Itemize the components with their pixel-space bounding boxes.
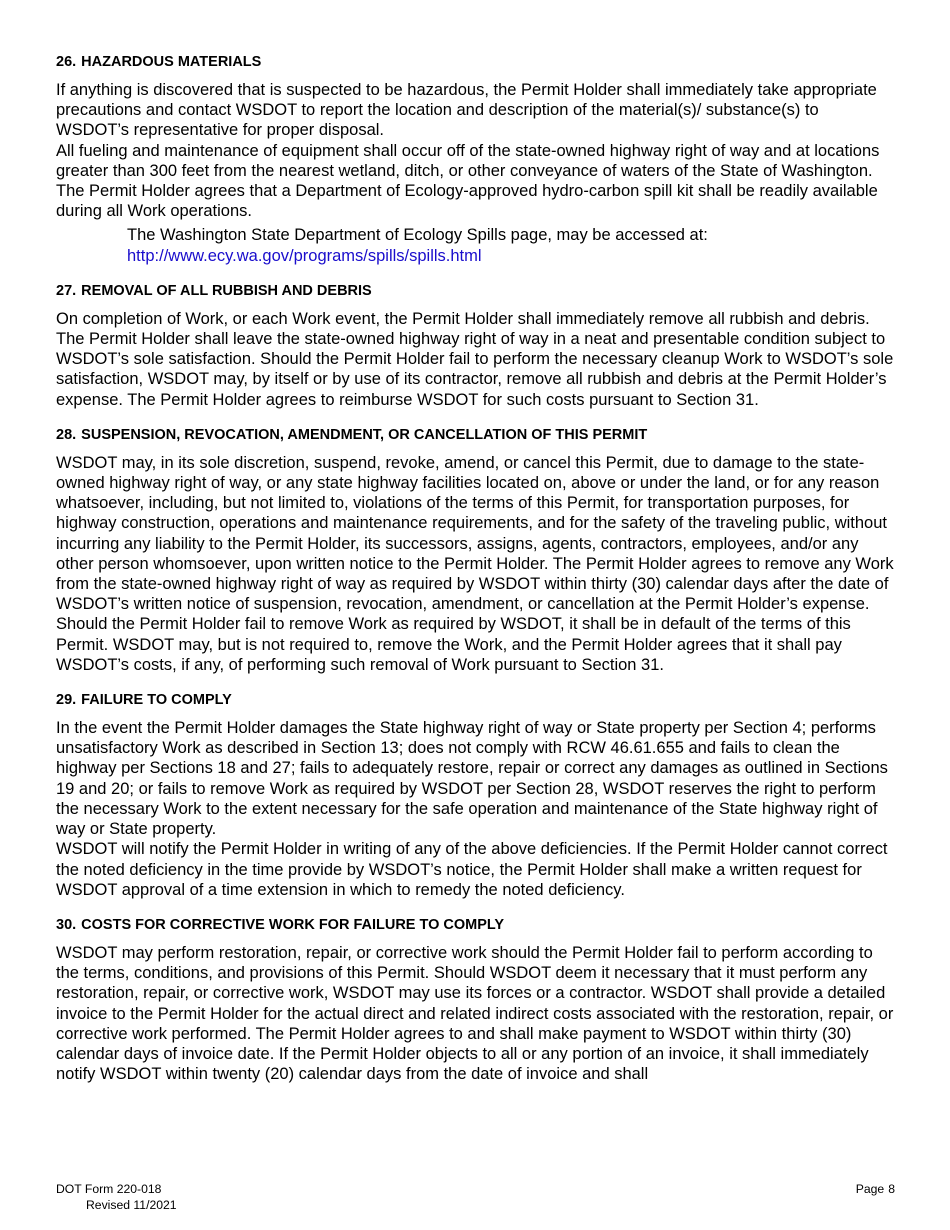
paragraph: If anything is discovered that is suspected to be hazardous, the Permit Holder shall immediately take appropriate precautions and contact WSDOT to report the location and description of the material(s)/ substance(s) to WSDOT’s representative for proper disposal. bbox=[56, 81, 877, 140]
paragraph: In the event the Permit Holder damages the State highway right of way or State property per Section 4; performs unsatisfactory Work as described in Section 13; does not comply with RCW 46.61.655 and fails to clean the highway per Sections 18 and 27; fails to adequately restore, repair or correct any damages as outlined in Sections 19 and 20; or fails to remove Work as required by WSDOT per Section 28, WSDOT reserves the right to perform the necessary Work to the extent necessary for the safe operation and maintenance of the State highway right of way or State property. bbox=[56, 719, 888, 839]
section-heading: 29. FAILURE TO COMPLY bbox=[56, 692, 232, 709]
section-26 bbox=[56, 53, 894, 266]
section-heading: 28. SUSPENSION, REVOCATION, AMENDMENT, OR CANCELLATION OF THIS PERMIT bbox=[56, 426, 648, 443]
section-heading: 30. COSTS FOR CORRECTIVE WORK FOR FAILURE TO COMPLY bbox=[56, 916, 505, 933]
paragraph: All fueling and maintenance of equipment shall occur off of the state-owned highway right of way and at locations greater than 300 feet from the nearest wetland, ditch, or other conveyance of waters of the State of Washington. bbox=[56, 141, 880, 180]
indented-note bbox=[56, 225, 894, 265]
section-29 bbox=[56, 691, 894, 900]
paragraph: WSDOT may, in its sole discretion, suspend, revoke, amend, or cancel this Permit, due to damage to the state-owned highway right of way, or any state highway facilities located on, above or under the land, or for any reason whatsoever, including, but not limited to, violations of the terms of this Permit, for transportation purposes, for highway construction, operations and maintenance requirements, and for the safety of the traveling public, without incurring any liability to the Permit Holder, its successors, assigns, agents, contractors, employees, and/or any other person whomsoever, upon written notice to the Permit Holder. The Permit Holder agrees to remove any Work from the state-owned highway right of way as required by WSDOT within thirty (30) calendar days after the date of WSDOT’s written notice of suspension, revocation, amendment, or cancellation at the Permit Holder’s expense. Should the Permit Holder fail to remove Work as required by WSDOT, it shall be in default of the terms of this Permit. WSDOT may, but is not required to, remove the Work, and the Permit Holder agrees that it shall pay WSDOT’s costs, if any, of performing such removal of Work pursuant to Section 31. bbox=[56, 453, 894, 674]
page-number bbox=[856, 1182, 895, 1198]
indent-text: The Washington State Department of Ecology Spills page, may be accessed at: bbox=[127, 226, 708, 245]
spills-page-link[interactable]: http://www.ecy.wa.gov/programs/spills/spills.html bbox=[127, 246, 482, 265]
paragraph: The Permit Holder agrees that a Department of Ecology-approved hydro-carbon spill kit shall be readily available during all Work operations. bbox=[56, 182, 878, 221]
section-heading: 27. REMOVAL OF ALL RUBBISH AND DEBRIS bbox=[56, 282, 372, 299]
form-number: DOT Form 220-018 bbox=[56, 1182, 162, 1196]
paragraph: WSDOT will notify the Permit Holder in writing of any of the above deficiencies. If the Permit Holder cannot correct the noted deficiency in the time provide by WSDOT’s notice, the Permit Holder shall make a written request for WSDOT approval of a time extension in which to remedy the noted deficiency. bbox=[56, 840, 888, 899]
section-27 bbox=[56, 282, 894, 410]
page-label: Page bbox=[855, 1182, 885, 1196]
revision-date: Revised 11/2021 bbox=[86, 1197, 177, 1212]
page-number-value: 8 bbox=[888, 1182, 895, 1196]
section-heading: 26. HAZARDOUS MATERIALS bbox=[56, 54, 262, 70]
footer-form-info bbox=[56, 1182, 177, 1213]
section-28 bbox=[56, 426, 894, 675]
paragraph: WSDOT may perform restoration, repair, or corrective work should the Permit Holder fail to perform according to the terms, conditions, and provisions of this Permit. Should WSDOT deem it necessary that it must perform any restoration, repair, or corrective work, WSDOT may use its forces or a contractor. WSDOT shall provide a detailed invoice to the Permit Holder for the actual direct and related indirect costs associated with the restoration, repair, or corrective work performed. The Permit Holder agrees to and shall make payment to WSDOT within thirty (30) calendar days of invoice date. If the Permit Holder objects to all or any portion of an invoice, it shall immediately notify WSDOT within twenty (20) calendar days from the date of invoice and shall bbox=[56, 943, 894, 1084]
section-30 bbox=[56, 916, 894, 1084]
paragraph: On completion of Work, or each Work event, the Permit Holder shall immediately remove all rubbish and debris. The Permit Holder shall leave the state-owned highway right of way in a neat and presentable condition subject to WSDOT’s sole satisfaction. Should the Permit Holder fail to perform the necessary cleanup Work to WSDOT’s sole satisfaction, WSDOT may, by itself or by use of its contractor, remove all rubbish and debris at the Permit Holder’s expense. The Permit Holder agrees to reimburse WSDOT for such costs pursuant to Section 31. bbox=[56, 309, 894, 409]
